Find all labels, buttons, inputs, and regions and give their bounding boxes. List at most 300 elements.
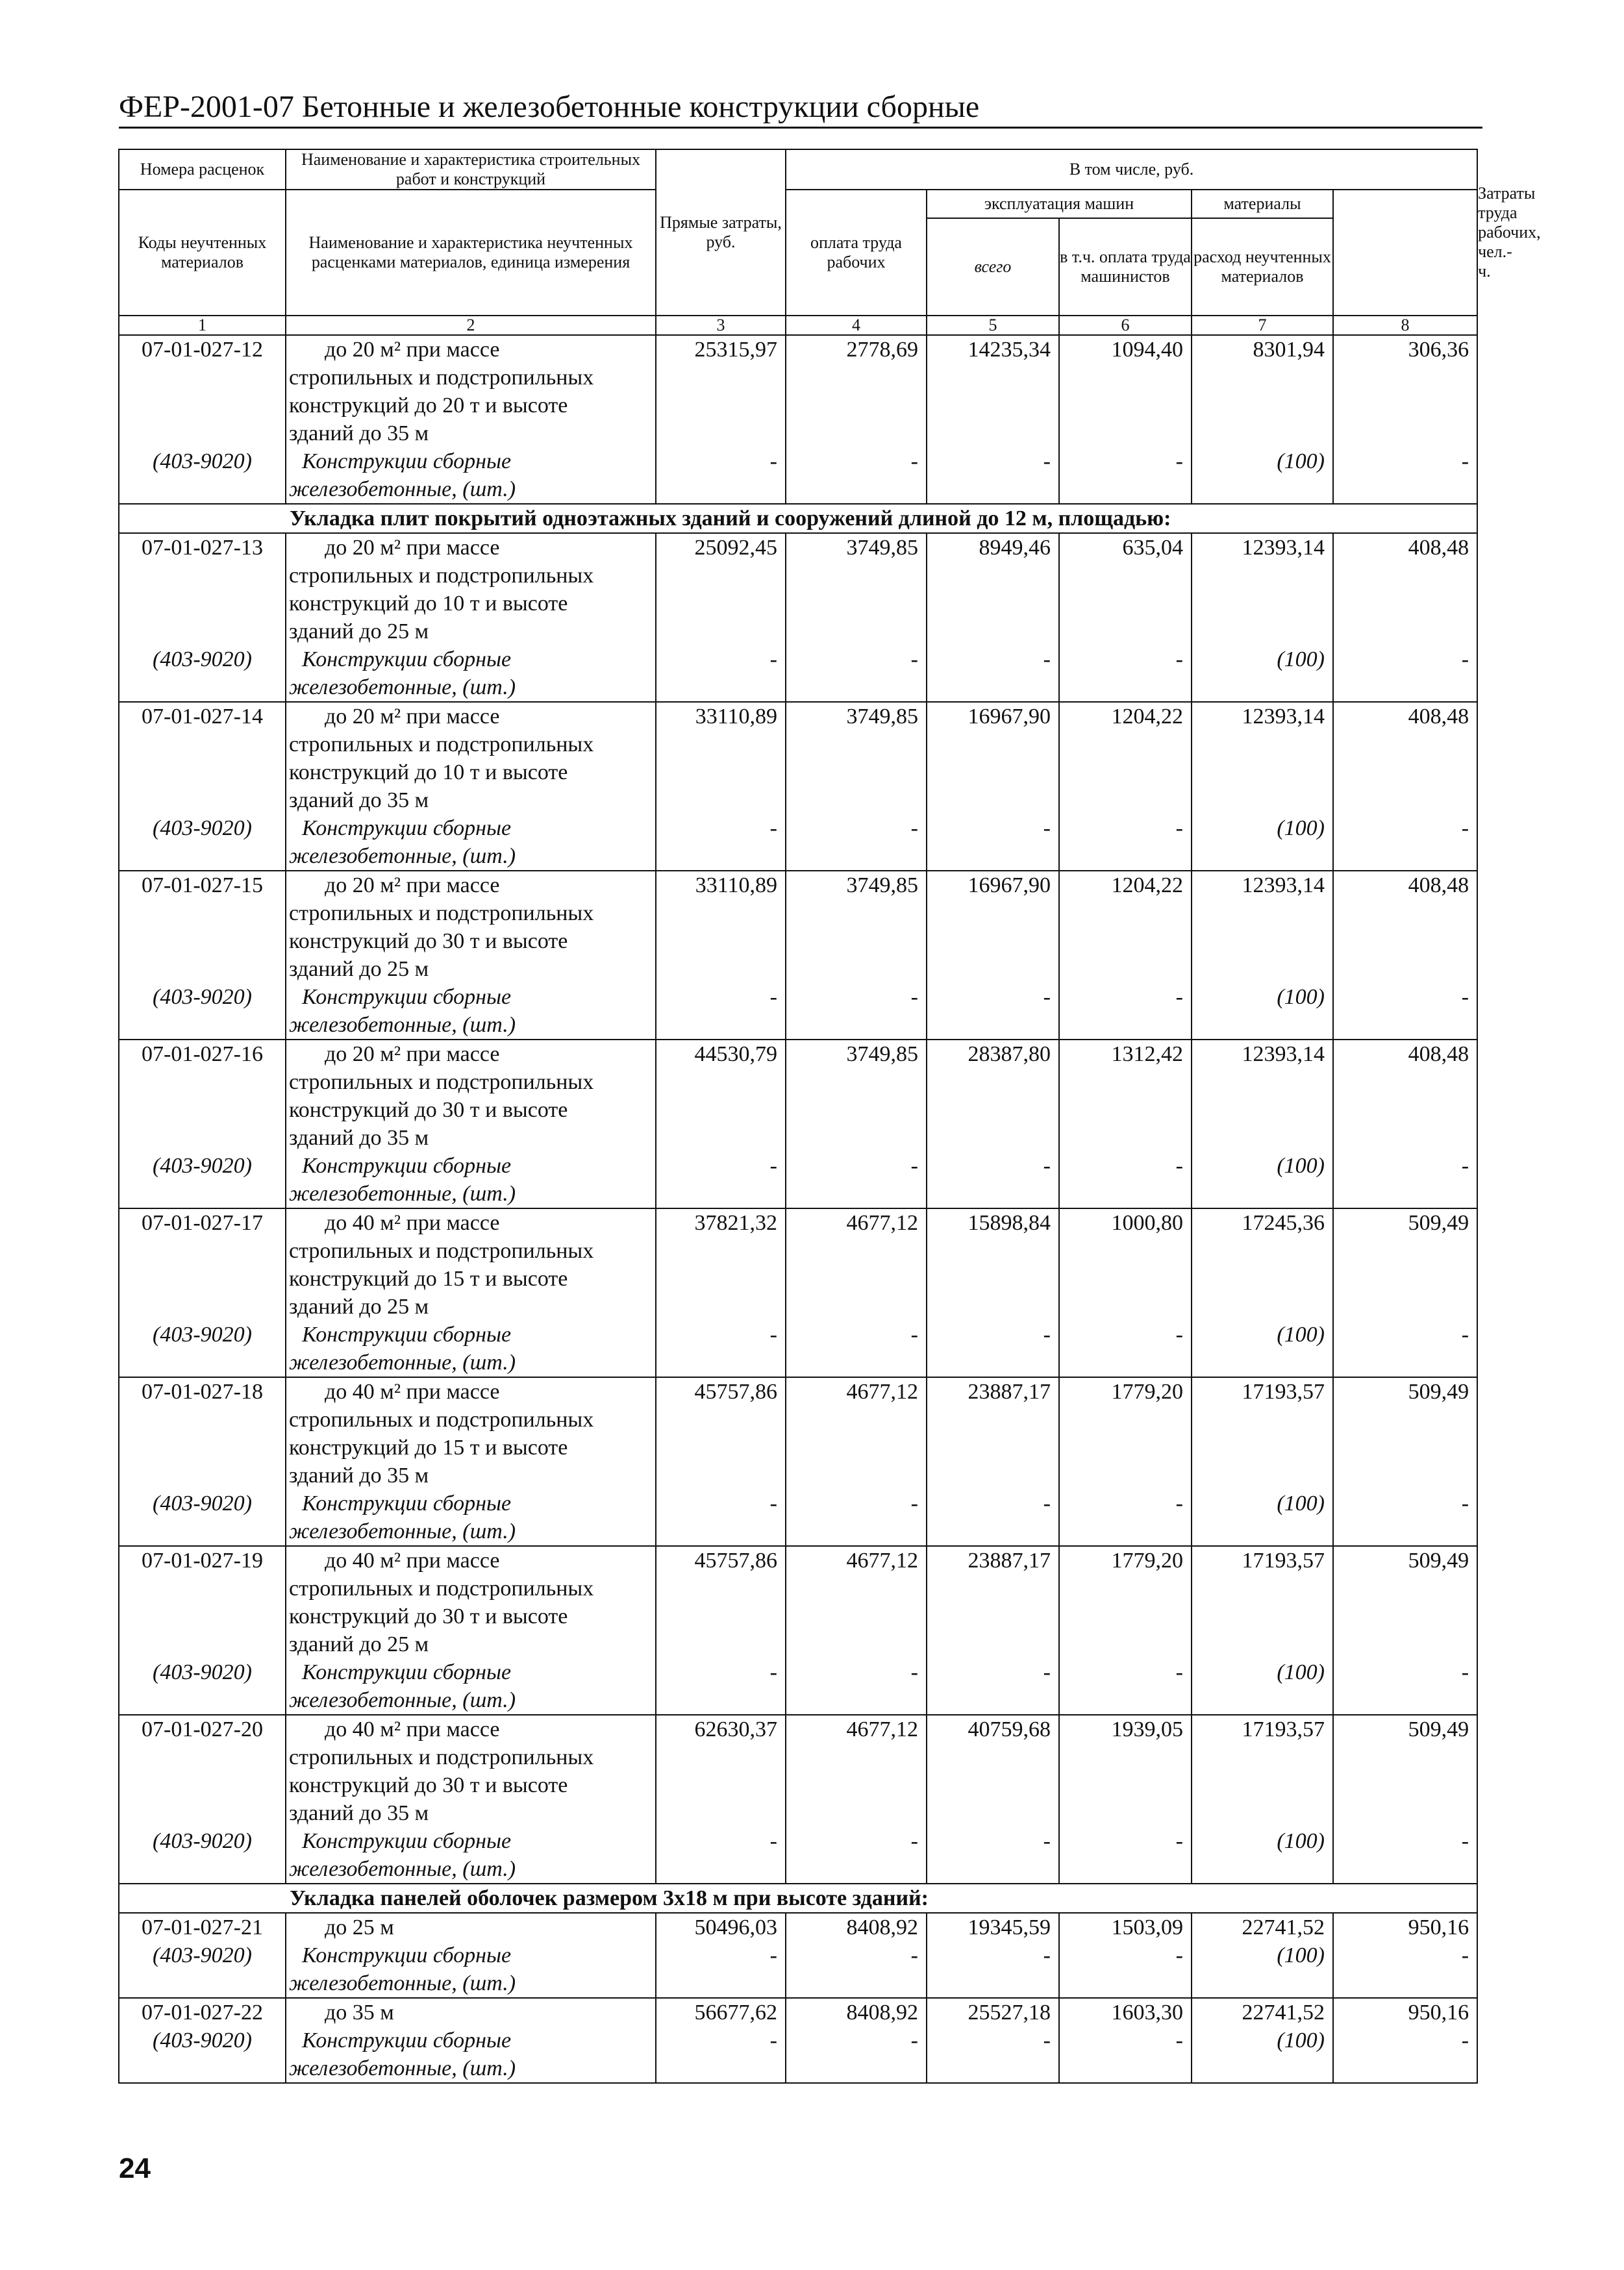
spacer bbox=[656, 1575, 777, 1603]
spacer bbox=[1060, 899, 1183, 927]
spacer bbox=[119, 1124, 285, 1152]
material-line: Конструкции сборные bbox=[302, 1491, 512, 1515]
labor-hours-cell bbox=[1333, 871, 1477, 1040]
spacer bbox=[786, 617, 918, 645]
col-machines-total-header: всего bbox=[927, 218, 1059, 316]
labor-pay-material-value: - bbox=[910, 1829, 918, 1853]
spacer bbox=[1060, 1406, 1183, 1434]
labor-pay-material-value: - bbox=[910, 2028, 918, 2052]
spacer bbox=[1192, 392, 1325, 419]
spacer bbox=[786, 392, 918, 419]
spacer bbox=[1334, 392, 1469, 419]
materials-cost-material-value: (100) bbox=[1277, 449, 1325, 473]
spacer bbox=[1060, 392, 1183, 419]
operators-pay-cell bbox=[1059, 1377, 1192, 1546]
spacer bbox=[1060, 419, 1183, 447]
spacer bbox=[1060, 1771, 1183, 1799]
spacer bbox=[927, 1630, 1051, 1658]
operators-pay-material-value: - bbox=[1175, 449, 1183, 473]
spacer bbox=[119, 927, 285, 955]
rate-description-cell bbox=[286, 1546, 656, 1715]
spacer bbox=[927, 927, 1051, 955]
rate-code-cell bbox=[119, 1715, 286, 1884]
spacer bbox=[927, 590, 1051, 617]
direct-costs-cell bbox=[656, 1546, 786, 1715]
materials-cost-value: 12393,14 bbox=[1242, 1042, 1325, 1066]
spacer bbox=[1334, 617, 1469, 645]
spacer bbox=[927, 1406, 1051, 1434]
direct-costs-value: 33110,89 bbox=[695, 705, 777, 729]
spacer bbox=[1334, 1799, 1469, 1827]
machines-total-material-value: - bbox=[1043, 1660, 1051, 1684]
rate-row bbox=[119, 335, 1477, 504]
materials-cost-value: 8301,94 bbox=[1253, 338, 1325, 362]
spacer bbox=[1192, 1434, 1325, 1462]
materials-cost-cell bbox=[1192, 1998, 1333, 2083]
description-line: зданий до 35 м bbox=[289, 421, 429, 445]
materials-cost-material-value: (100) bbox=[1277, 1491, 1325, 1515]
direct-costs-cell bbox=[656, 1715, 786, 1884]
description-line: конструкций до 20 т и высоте bbox=[289, 393, 568, 418]
rate-description-cell bbox=[286, 1040, 656, 1208]
labor-pay-material-value: - bbox=[910, 1323, 918, 1347]
rate-description-cell bbox=[286, 871, 656, 1040]
machines-total-value: 23887,17 bbox=[968, 1549, 1051, 1573]
rate-description-cell bbox=[286, 533, 656, 702]
spacer bbox=[927, 1237, 1051, 1265]
labor-hours-value: 509,49 bbox=[1408, 1717, 1469, 1741]
spacer bbox=[786, 1406, 918, 1434]
description-line: стропильных и подстропильных bbox=[289, 1577, 594, 1601]
section-header-row bbox=[119, 1884, 1477, 1913]
spacer bbox=[119, 758, 285, 786]
spacer bbox=[1192, 927, 1325, 955]
labor-pay-value: 3749,85 bbox=[846, 1042, 918, 1066]
materials-cost-cell bbox=[1192, 1377, 1333, 1546]
labor-pay-material-value: - bbox=[910, 449, 918, 473]
description-line: до 20 м² при массе bbox=[325, 705, 500, 729]
description-line: до 35 м bbox=[325, 2001, 394, 2025]
labor-pay-material-value: - bbox=[910, 1491, 918, 1515]
materials-cost-material-value: (100) bbox=[1277, 2028, 1325, 2052]
labor-pay-cell bbox=[786, 335, 927, 504]
operators-pay-value: 1603,30 bbox=[1111, 2001, 1183, 2025]
labor-hours-material-value: - bbox=[1461, 985, 1469, 1009]
labor-hours-material-value: - bbox=[1461, 449, 1469, 473]
spacer bbox=[656, 1096, 777, 1124]
spacer bbox=[1060, 1434, 1183, 1462]
direct-costs-value: 25092,45 bbox=[694, 536, 777, 560]
spacer bbox=[927, 1265, 1051, 1293]
operators-pay-material-value: - bbox=[1175, 1660, 1183, 1684]
description-line: конструкций до 30 т и высоте bbox=[289, 1098, 568, 1122]
material-line: Конструкции сборные bbox=[302, 1943, 512, 1967]
labor-hours-value: 950,16 bbox=[1408, 1915, 1469, 1939]
operators-pay-cell bbox=[1059, 871, 1192, 1040]
spacer bbox=[786, 590, 918, 617]
spacer bbox=[786, 730, 918, 758]
labor-hours-value: 408,48 bbox=[1408, 536, 1469, 560]
machines-total-material-value: - bbox=[1043, 1943, 1051, 1967]
description-line: до 20 м² при массе bbox=[325, 338, 500, 362]
spacer bbox=[1334, 927, 1469, 955]
labor-pay-value: 2778,69 bbox=[846, 338, 918, 362]
direct-costs-material-value: - bbox=[769, 985, 777, 1009]
rate-code-cell bbox=[119, 1913, 286, 1998]
material-description bbox=[289, 1321, 655, 1377]
material-line: железобетонные, (шт.) bbox=[289, 1688, 516, 1712]
spacer bbox=[1060, 955, 1183, 983]
col-material-codes-header: Коды неучтенных материалов bbox=[119, 190, 286, 316]
machines-total-material-value: - bbox=[1043, 1491, 1051, 1515]
machines-total-value: 8949,46 bbox=[979, 536, 1051, 560]
description-line: зданий до 25 м bbox=[289, 1295, 429, 1319]
spacer bbox=[119, 1406, 285, 1434]
materials-cost-material-value: (100) bbox=[1277, 1829, 1325, 1853]
machines-total-cell bbox=[927, 1040, 1059, 1208]
description-line: до 20 м² при массе bbox=[325, 873, 500, 897]
materials-cost-material-value: (100) bbox=[1277, 816, 1325, 840]
spacer bbox=[1192, 562, 1325, 590]
operators-pay-value: 1312,42 bbox=[1111, 1042, 1183, 1066]
spacer bbox=[1334, 1406, 1469, 1434]
spacer bbox=[1334, 1743, 1469, 1771]
rate-row bbox=[119, 1377, 1477, 1546]
labor-pay-value: 3749,85 bbox=[846, 705, 918, 729]
spacer bbox=[1060, 1462, 1183, 1490]
spacer bbox=[656, 955, 777, 983]
spacer bbox=[1192, 955, 1325, 983]
rate-row bbox=[119, 871, 1477, 1040]
direct-costs-value: 33110,89 bbox=[695, 873, 777, 897]
materials-cost-cell bbox=[1192, 1715, 1333, 1884]
rate-code: 07-01-027-21 bbox=[142, 1915, 263, 1939]
materials-cost-value: 12393,14 bbox=[1242, 536, 1325, 560]
spacer bbox=[927, 617, 1051, 645]
material-code: (403-9020) bbox=[153, 449, 252, 473]
material-line: железобетонные, (шт.) bbox=[289, 2056, 516, 2080]
machines-total-material-value: - bbox=[1043, 816, 1051, 840]
spacer bbox=[1334, 730, 1469, 758]
spacer bbox=[927, 730, 1051, 758]
material-line: железобетонные, (шт.) bbox=[289, 1351, 516, 1375]
rate-code-cell bbox=[119, 1377, 286, 1546]
machines-total-material-value: - bbox=[1043, 2028, 1051, 2052]
materials-cost-value: 22741,52 bbox=[1242, 1915, 1325, 1939]
spacer bbox=[1334, 1068, 1469, 1096]
direct-costs-material-value: - bbox=[769, 1660, 777, 1684]
labor-hours-cell bbox=[1333, 1040, 1477, 1208]
spacer bbox=[656, 1799, 777, 1827]
operators-pay-cell bbox=[1059, 1998, 1192, 2083]
labor-hours-value: 306,36 bbox=[1408, 338, 1469, 362]
material-code: (403-9020) bbox=[153, 816, 252, 840]
rate-code: 07-01-027-19 bbox=[142, 1549, 263, 1573]
labor-pay-value: 4677,12 bbox=[846, 1549, 918, 1573]
material-line: железобетонные, (шт.) bbox=[289, 844, 516, 868]
description-line: зданий до 35 м bbox=[289, 788, 429, 812]
spacer bbox=[786, 419, 918, 447]
machines-total-cell bbox=[927, 1377, 1059, 1546]
operators-pay-value: 1000,80 bbox=[1111, 1211, 1183, 1235]
spacer bbox=[1060, 1068, 1183, 1096]
labor-pay-cell bbox=[786, 1913, 927, 1998]
spacer bbox=[1060, 1237, 1183, 1265]
labor-pay-material-value: - bbox=[910, 816, 918, 840]
machines-total-cell bbox=[927, 1998, 1059, 2083]
description-line: зданий до 25 м bbox=[289, 957, 429, 981]
rate-row bbox=[119, 1998, 1477, 2083]
spacer bbox=[656, 562, 777, 590]
spacer bbox=[1192, 1293, 1325, 1321]
machines-total-value: 16967,90 bbox=[968, 873, 1051, 897]
materials-cost-value: 12393,14 bbox=[1242, 705, 1325, 729]
direct-costs-value: 45757,86 bbox=[694, 1549, 777, 1573]
rate-code-cell bbox=[119, 702, 286, 871]
description-line: стропильных и подстропильных bbox=[289, 1239, 594, 1263]
description-line: до 40 м² при массе bbox=[325, 1380, 500, 1404]
spacer bbox=[1334, 590, 1469, 617]
spacer bbox=[656, 758, 777, 786]
operators-pay-value: 1204,22 bbox=[1111, 873, 1183, 897]
description-line: до 40 м² при массе bbox=[325, 1549, 500, 1573]
operators-pay-cell bbox=[1059, 1040, 1192, 1208]
rate-code-cell bbox=[119, 871, 286, 1040]
machines-total-cell bbox=[927, 335, 1059, 504]
direct-costs-material-value: - bbox=[769, 647, 777, 671]
operators-pay-value: 1779,20 bbox=[1111, 1549, 1183, 1573]
machines-total-material-value: - bbox=[1043, 1829, 1051, 1853]
direct-costs-cell bbox=[656, 533, 786, 702]
spacer bbox=[1192, 1575, 1325, 1603]
material-description bbox=[289, 1827, 655, 1883]
spacer bbox=[786, 1630, 918, 1658]
spacer bbox=[119, 1771, 285, 1799]
spacer bbox=[656, 730, 777, 758]
material-line: Конструкции сборные bbox=[302, 647, 512, 671]
materials-cost-material-value: (100) bbox=[1277, 1660, 1325, 1684]
materials-cost-value: 12393,14 bbox=[1242, 873, 1325, 897]
description-line: стропильных и подстропильных bbox=[289, 732, 594, 756]
spacer bbox=[119, 730, 285, 758]
spacer bbox=[1192, 1771, 1325, 1799]
machines-total-material-value: - bbox=[1043, 1154, 1051, 1178]
spacer bbox=[656, 590, 777, 617]
spacer bbox=[656, 927, 777, 955]
operators-pay-material-value: - bbox=[1175, 816, 1183, 840]
material-line: Конструкции сборные bbox=[302, 1154, 512, 1178]
spacer bbox=[656, 617, 777, 645]
rate-code-cell bbox=[119, 533, 286, 702]
operators-pay-material-value: - bbox=[1175, 647, 1183, 671]
operators-pay-cell bbox=[1059, 1913, 1192, 1998]
operators-pay-value: 1939,05 bbox=[1111, 1717, 1183, 1741]
rate-description-cell bbox=[286, 1208, 656, 1377]
col-number: 8 bbox=[1333, 316, 1477, 335]
description-line: стропильных и подстропильных bbox=[289, 564, 594, 588]
operators-pay-material-value: - bbox=[1175, 1154, 1183, 1178]
rate-row bbox=[119, 702, 1477, 871]
description-line: конструкций до 30 т и высоте bbox=[289, 1773, 568, 1797]
spacer bbox=[1192, 758, 1325, 786]
labor-hours-cell bbox=[1333, 1715, 1477, 1884]
operators-pay-value: 1204,22 bbox=[1111, 705, 1183, 729]
operators-pay-value: 1503,09 bbox=[1111, 1915, 1183, 1939]
col-machines-header: эксплуатация машин bbox=[927, 190, 1192, 218]
col-number: 5 bbox=[927, 316, 1059, 335]
operators-pay-cell bbox=[1059, 1715, 1192, 1884]
labor-hours-material-value: - bbox=[1461, 1829, 1469, 1853]
material-line: Конструкции сборные bbox=[302, 816, 512, 840]
machines-total-cell bbox=[927, 533, 1059, 702]
rate-description-cell bbox=[286, 702, 656, 871]
rate-description-cell bbox=[286, 1377, 656, 1546]
machines-total-cell bbox=[927, 1546, 1059, 1715]
description-line: конструкций до 15 т и высоте bbox=[289, 1436, 568, 1460]
spacer bbox=[786, 1603, 918, 1630]
description-line: зданий до 35 м bbox=[289, 1126, 429, 1150]
spacer bbox=[656, 392, 777, 419]
spacer bbox=[656, 1124, 777, 1152]
materials-cost-cell bbox=[1192, 1040, 1333, 1208]
spacer bbox=[786, 758, 918, 786]
machines-total-value: 19345,59 bbox=[968, 1915, 1051, 1939]
spacer bbox=[927, 1068, 1051, 1096]
spacer bbox=[119, 419, 285, 447]
rate-code: 07-01-027-20 bbox=[142, 1717, 263, 1741]
machines-total-cell bbox=[927, 1208, 1059, 1377]
rate-description-cell bbox=[286, 335, 656, 504]
machines-total-value: 28387,80 bbox=[968, 1042, 1051, 1066]
spacer bbox=[927, 1096, 1051, 1124]
materials-cost-material-value: (100) bbox=[1277, 985, 1325, 1009]
spacer bbox=[786, 1068, 918, 1096]
page-number: 24 bbox=[119, 2152, 151, 2184]
materials-cost-material-value: (100) bbox=[1277, 1154, 1325, 1178]
spacer bbox=[927, 1743, 1051, 1771]
material-description bbox=[289, 1152, 655, 1208]
spacer bbox=[1334, 1630, 1469, 1658]
spacer bbox=[927, 1462, 1051, 1490]
description-line: до 40 м² при массе bbox=[325, 1717, 500, 1741]
material-line: Конструкции сборные bbox=[302, 1323, 512, 1347]
material-description bbox=[289, 447, 655, 503]
direct-costs-cell bbox=[656, 1040, 786, 1208]
description-line: зданий до 35 м bbox=[289, 1801, 429, 1825]
direct-costs-value: 45757,86 bbox=[694, 1380, 777, 1404]
material-description bbox=[289, 2027, 655, 2082]
spacer bbox=[656, 1237, 777, 1265]
spacer bbox=[1334, 1771, 1469, 1799]
spacer bbox=[786, 955, 918, 983]
spacer bbox=[1334, 1124, 1469, 1152]
machines-total-cell bbox=[927, 1913, 1059, 1998]
spacer bbox=[786, 1293, 918, 1321]
spacer bbox=[1060, 1575, 1183, 1603]
labor-hours-value: 950,16 bbox=[1408, 2001, 1469, 2025]
spacer bbox=[656, 1630, 777, 1658]
labor-pay-material-value: - bbox=[910, 1154, 918, 1178]
spacer bbox=[119, 1799, 285, 1827]
spacer bbox=[1192, 1265, 1325, 1293]
spacer bbox=[1192, 730, 1325, 758]
col-number: 1 bbox=[119, 316, 286, 335]
col-number: 3 bbox=[656, 316, 786, 335]
spacer bbox=[119, 364, 285, 392]
spacer bbox=[1192, 617, 1325, 645]
labor-hours-value: 509,49 bbox=[1408, 1549, 1469, 1573]
spacer bbox=[119, 786, 285, 814]
machines-total-material-value: - bbox=[1043, 1323, 1051, 1347]
material-line: Конструкции сборные bbox=[302, 1660, 512, 1684]
spacer bbox=[1334, 562, 1469, 590]
rate-description-cell bbox=[286, 1998, 656, 2083]
description-line: до 40 м² при массе bbox=[325, 1211, 500, 1235]
direct-costs-cell bbox=[656, 871, 786, 1040]
direct-costs-material-value: - bbox=[769, 1323, 777, 1347]
spacer bbox=[656, 419, 777, 447]
labor-hours-value: 408,48 bbox=[1408, 873, 1469, 897]
operators-pay-cell bbox=[1059, 335, 1192, 504]
labor-hours-cell bbox=[1333, 533, 1477, 702]
spacer bbox=[927, 899, 1051, 927]
spacer bbox=[119, 1096, 285, 1124]
material-line: железобетонные, (шт.) bbox=[289, 1013, 516, 1037]
material-description bbox=[289, 983, 655, 1039]
direct-costs-material-value: - bbox=[769, 449, 777, 473]
col-material-name-header: Наименование и характеристика неучтенных расценками материалов, единица измерения bbox=[286, 190, 656, 316]
material-line: железобетонные, (шт.) bbox=[289, 1182, 516, 1206]
spacer bbox=[786, 1434, 918, 1462]
spacer bbox=[786, 562, 918, 590]
description-line: конструкций до 30 т и высоте bbox=[289, 929, 568, 953]
labor-hours-cell bbox=[1333, 1998, 1477, 2083]
spacer bbox=[1060, 1096, 1183, 1124]
labor-hours-material-value: - bbox=[1461, 1660, 1469, 1684]
spacer bbox=[1192, 1237, 1325, 1265]
spacer bbox=[1192, 786, 1325, 814]
spacer bbox=[656, 786, 777, 814]
spacer bbox=[786, 1575, 918, 1603]
description-line: стропильных и подстропильных bbox=[289, 901, 594, 925]
col-rate-numbers-header: Номера расценок bbox=[119, 149, 286, 190]
table-body bbox=[119, 335, 1477, 2083]
material-code: (403-9020) bbox=[153, 1943, 252, 1967]
direct-costs-cell bbox=[656, 702, 786, 871]
labor-hours-material-value: - bbox=[1461, 647, 1469, 671]
rate-code-cell bbox=[119, 335, 286, 504]
direct-costs-value: 50496,03 bbox=[694, 1915, 777, 1939]
direct-costs-value: 25315,97 bbox=[694, 338, 777, 362]
spacer bbox=[1334, 899, 1469, 927]
operators-pay-material-value: - bbox=[1175, 1943, 1183, 1967]
rate-code-cell bbox=[119, 1208, 286, 1377]
description-line: стропильных и подстропильных bbox=[289, 1070, 594, 1094]
spacer bbox=[1334, 1265, 1469, 1293]
spacer bbox=[1334, 1293, 1469, 1321]
machines-total-value: 23887,17 bbox=[968, 1380, 1051, 1404]
spacer bbox=[786, 927, 918, 955]
materials-cost-value: 17193,57 bbox=[1242, 1380, 1325, 1404]
machines-total-value: 16967,90 bbox=[968, 705, 1051, 729]
operators-pay-material-value: - bbox=[1175, 985, 1183, 1009]
labor-pay-value: 4677,12 bbox=[846, 1380, 918, 1404]
spacer bbox=[1334, 1575, 1469, 1603]
spacer bbox=[1192, 1462, 1325, 1490]
labor-hours-cell bbox=[1333, 335, 1477, 504]
operators-pay-cell bbox=[1059, 1208, 1192, 1377]
spacer bbox=[927, 1293, 1051, 1321]
